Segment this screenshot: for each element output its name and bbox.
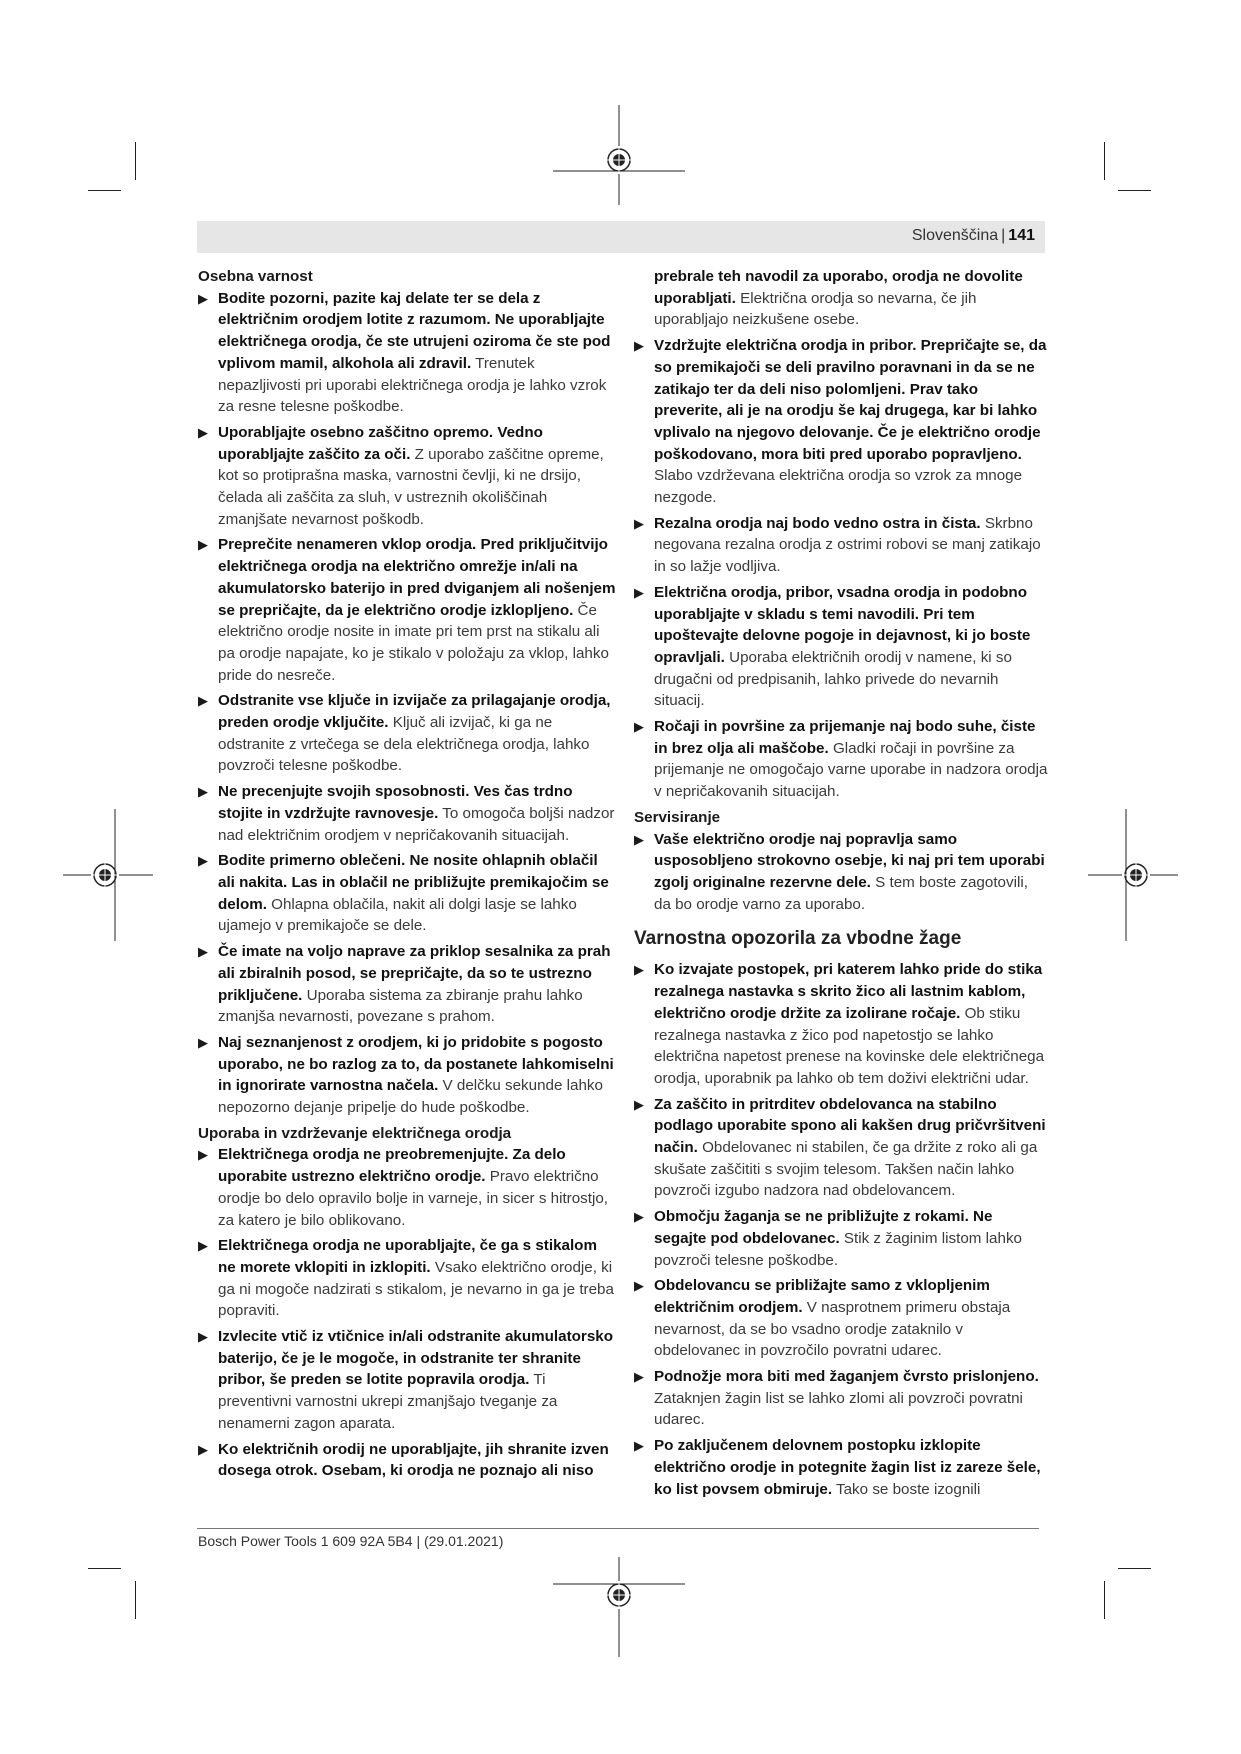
item-body-text: Vsako električno orodje, ki ga ni mogoče nadzirati s stikalom, je nevarno in ga je treba popraviti. — [218, 1258, 614, 1320]
bullet-triangle-icon: ▶ — [198, 944, 208, 960]
footer-rule — [197, 1528, 1039, 1529]
item-bold-text: Bodite primerno oblečeni. Ne nosite ohlapnih oblačil ali nakita. Las in oblačil ne približujte premikajočim se delom. — [218, 852, 609, 913]
item-body-text: S tem boste zagotovili, da bo orodje varno za uporabo. — [654, 873, 1028, 913]
item-bold-text: Ročaji in površine za prijemanje naj bodo suhe, čiste in brez olja ali maščobe. — [654, 718, 1036, 757]
item-body-text: Ohlapna oblačila, nakit ali dolgi lasje se lahko ujamejo v premikajoče se dele. — [218, 895, 577, 935]
list-item — [634, 959, 1048, 1089]
bullet-triangle-icon: ▶ — [198, 784, 208, 800]
item-body-text: To omogoča boljši nadzor nad električnim orodjem v nepričakovanih situacijah. — [218, 804, 615, 844]
list-item — [198, 1144, 618, 1231]
item-bold-text: Uporabljajte osebno zaščitno opremo. Vedno uporabljajte zaščito za oči. — [218, 423, 543, 463]
item-body-text: Uporaba električnih orodij v namene, ki so drugačni od predpisanih, lahko privede do nevarnih situacij. — [654, 648, 1012, 710]
item-bold-text: Za zaščito in pritrditev obdelovanca na stabilno podlago uporabite spono ali kakšen drug pričvršitveni način. — [654, 1095, 1046, 1157]
bullet-triangle-icon: ▶ — [634, 515, 644, 531]
list-item — [198, 941, 618, 1028]
bullet-triangle-icon: ▶ — [198, 1441, 208, 1457]
bullet-triangle-icon: ▶ — [198, 1238, 208, 1254]
list-item — [198, 534, 618, 686]
item-body-text: Pravo električno orodje bo delo opravilo bolje in varneje, in sicer s hitrostjo, za katero je bilo oblikovano. — [218, 1168, 609, 1229]
item-body-text: Ob stiku rezalnega nastavka z žico pod napetostjo se lahko električna napetost prenese na kovinske dele električnega orodja, uporabnik pa lahko ob tem doživi električni udar. — [654, 1004, 1045, 1087]
continuation-paragraph — [654, 266, 1048, 331]
item-bold-text: Rezalna orodja naj bodo vedno ostra in čista. — [654, 514, 981, 532]
item-body-text: Tako se boste izognili — [832, 1480, 981, 1498]
bullet-triangle-icon: ▶ — [634, 1096, 644, 1112]
list-item — [198, 1439, 618, 1482]
bullet-triangle-icon: ▶ — [634, 1209, 644, 1225]
list-item — [634, 829, 1048, 916]
item-bold-text: Podnožje mora biti med žaganjem čvrsto prislonjeno. — [654, 1368, 1039, 1386]
left-items-tool-use — [198, 1144, 618, 1482]
list-item — [198, 850, 618, 937]
registration-mark-left — [63, 809, 153, 941]
item-bold-text: Preprečite nenameren vklop orodja. Pred priključitvijo električnega orodja na električno omrežje in/ali na akumulatorsko baterijo in pred dviganjem ali nošenjem se prepričajte, da je električno orodje izklopljeno. — [218, 536, 616, 619]
list-item — [198, 1235, 618, 1322]
right-column — [634, 266, 1048, 1504]
bullet-triangle-icon: ▶ — [198, 290, 208, 306]
section-heading-personal-safety: Osebna varnost — [198, 268, 313, 285]
list-item — [634, 1275, 1048, 1362]
bullet-triangle-icon: ▶ — [634, 1369, 644, 1385]
crop-mark — [135, 142, 136, 180]
list-item — [634, 335, 1048, 509]
item-bold-text: Električnega orodja ne preobremenjujte. Za delo uporabite ustrezno električno orodje. — [218, 1146, 566, 1186]
left-items-personal-safety — [198, 288, 618, 1119]
item-bold-text: Po zaključenem delovnem postopku izklopite električno orodje in potegnite žagin list iz zareze šele, ko list povsem obmiruje. — [654, 1437, 1041, 1498]
item-bold-text: Območju žaganja se ne približujte z rokami. Ne segajte pod obdelovanec. — [654, 1208, 993, 1247]
list-item — [634, 582, 1048, 712]
crop-mark — [1118, 1568, 1151, 1569]
list-item — [634, 716, 1048, 803]
item-bold-text: Izvlecite vtič iz vtičnice in/ali odstranite akumulatorsko baterijo, če je le mogoče, in odstranite ter shranite pribor, še preden se lotite popravila orodja. — [218, 1328, 614, 1389]
item-body-text: Obdelovanec ni stabilen, če ga držite z roko ali ga skušate zaščititi s svojim telesom. Takšen način lahko povzroči izgubo nadzora nad obdelovancem. — [654, 1139, 1038, 1200]
crop-mark — [1104, 142, 1105, 180]
item-body-text: Skrbno negovana rezalna orodja z ostrimi robovi se manj zatikajo in so lažje vodljiva. — [654, 514, 1041, 576]
registration-mark-right — [1088, 809, 1178, 941]
list-item — [198, 288, 618, 418]
item-body-text: Trenutek nepazljivosti pri uporabi električnega orodja je lahko vzrok za resne telesne poškodbe. — [218, 354, 607, 416]
left-column — [198, 266, 618, 1486]
bullet-triangle-icon: ▶ — [634, 962, 644, 978]
list-item — [634, 1206, 1048, 1271]
item-bold-text: Vaše električno orodje naj popravlja samo usposobljeno strokovno osebje, ki naj pri tem uporabi zgolj originalne rezervne dele. — [654, 830, 1045, 891]
list-item — [634, 1435, 1048, 1500]
item-body-text: Slabo vzdrževana električna orodja so vzrok za mnoge nezgode. — [654, 467, 1023, 507]
item-bold-text: Ko izvajate postopek, pri katerem lahko pride do stika rezalnega nastavka s skrito žico ali lastnim kablom, električno orodje držite za izolirane ročaje. — [654, 961, 1043, 1022]
crop-mark — [135, 1581, 136, 1619]
list-item — [198, 690, 618, 777]
item-bold-text: Vzdržujte električna orodja in pribor. Prepričajte se, da so premikajoči se deli pravilno poravnani in da se ne zatikajo ter da deli niso polomljeni. Prav tako preverite, ali je na orodju še kaj drugega, kar bi lahko vplivalo na njegovo delovanje. Če je električno orodje poškodovano, mora biti pred uporabo popravljeno. — [654, 337, 1047, 463]
item-bold-text: Odstranite vse ključe in izvijače za prilagajanje orodja, preden orodje vključite. — [218, 692, 611, 732]
header-text: Slovenščina | 141 — [911, 227, 1035, 244]
bullet-triangle-icon: ▶ — [634, 831, 644, 847]
right-items-service — [634, 829, 1048, 916]
bullet-triangle-icon: ▶ — [198, 1329, 208, 1345]
bullet-triangle-icon: ▶ — [198, 1034, 208, 1050]
footer-text: Bosch Power Tools 1 609 92A 5B4 | (29.01.2021) — [198, 1533, 504, 1549]
item-body-text: Ključ ali izvijač, ki ga ne odstranite z vrtečega se dela električnega orodja, lahko povzroči telesne poškodbe. — [218, 714, 590, 775]
item-body-text: V nasprotnem primeru obstaja nevarnost, da se bo vsadno orodje zataknilo v obdelovanec in povzročilo povratni udarec. — [654, 1298, 1011, 1360]
crop-mark — [88, 190, 121, 191]
page-number: 141 — [1008, 227, 1035, 244]
item-bold-text: Električna orodja, pribor, vsadna orodja in podobno uporabljajte v skladu s temi navodili. Pri tem upoštevajte delovne pogoje in dejavnost, ki jo boste opravljali. — [654, 583, 1031, 666]
bullet-triangle-icon: ▶ — [198, 853, 208, 869]
list-item — [634, 513, 1048, 578]
header-language: Slovenščina — [911, 227, 999, 244]
item-body-text: Gladki ročaji in površine za prijemanje ne omogočajo varne uporabe in nadzora orodja v nepričakovanih situacijah. — [654, 739, 1048, 801]
list-item — [634, 1094, 1048, 1203]
continuation-text: Električna orodja so nevarna, če jih uporabljajo neizkušene osebe. — [654, 289, 977, 329]
section-heading-tool-use: Uporaba in vzdrževanje električnega orodja — [198, 1124, 512, 1142]
list-item — [198, 781, 618, 846]
item-body-text: Uporaba sistema za zbiranje prahu lahko zmanjša nevarnosti, povezane s prahom. — [218, 986, 583, 1026]
item-bold-text: Ko električnih orodij ne uporabljajte, jih shranite izven dosega otrok. Osebam, ki orodja ne poznajo ali niso — [218, 1440, 609, 1480]
section-heading-jigsaw: Varnostna opozorila za vbodne žage — [634, 928, 962, 950]
crop-mark — [1118, 190, 1151, 191]
section-heading-service: Servisiranje — [634, 808, 721, 826]
list-item — [198, 1326, 618, 1435]
bullet-triangle-icon: ▶ — [634, 1438, 644, 1454]
right-items-jigsaw — [634, 959, 1048, 1500]
item-body-text: Ti preventivni varnostni ukrepi zmanjšajo tveganje za nenamerni zagon aparata. — [218, 1371, 558, 1432]
item-body-text: Zataknjen žagin list se lahko zlomi ali povzroči povratni udarec. — [654, 1389, 1023, 1429]
item-bold-text: Bodite pozorni, pazite kaj delate ter se dela z električnim orodjem lotite z razumom. Ne uporabljajte električnega orodja, če ste utrujeni oziroma če ste pod vplivom mamil, alkohola ali zdravil. — [218, 289, 611, 372]
item-body-text: V delčku sekunde lahko nepozorno dejanje pripelje do hude poškodbe. — [218, 1077, 603, 1117]
item-bold-text: Ne precenjujte svojih sposobnosti. Ves čas trdno stojite in vzdržujte ravnovesje. — [218, 783, 573, 822]
crop-mark — [88, 1568, 121, 1569]
bullet-triangle-icon: ▶ — [198, 424, 208, 440]
item-bold-text: Če imate na voljo naprave za priklop sesalnika za prah ali zbiralnih posod, se prepričajte, da so te ustrezno priključene. — [218, 943, 611, 1004]
list-item — [634, 1366, 1048, 1431]
item-body-text: Če električno orodje nosite in imate pri tem prst na stikalu ali pa orodje napajate, ko je stikalo v položaju za vklop, lahko pride do nesreče. — [218, 601, 609, 684]
item-bold-text: Obdelovancu se približajte samo z vklopljenim električnim orodjem. — [654, 1277, 990, 1316]
registration-mark-top — [553, 105, 685, 205]
bullet-triangle-icon: ▶ — [634, 338, 644, 354]
list-item — [198, 422, 618, 531]
continuation-bold: prebrale teh navodil za uporabo, orodja ne dovolite uporabljati. — [654, 268, 1023, 307]
bullet-triangle-icon: ▶ — [634, 1278, 644, 1294]
registration-mark-bottom — [553, 1557, 685, 1657]
bullet-triangle-icon: ▶ — [198, 537, 208, 553]
right-items-maintenance — [634, 335, 1048, 803]
bullet-triangle-icon: ▶ — [198, 1147, 208, 1163]
bullet-triangle-icon: ▶ — [634, 719, 644, 735]
bullet-triangle-icon: ▶ — [198, 693, 208, 709]
crop-mark — [1104, 1581, 1105, 1619]
item-bold-text: Električnega orodja ne uporabljajte, če ga s stikalom ne morete vklopiti in izklopiti. — [218, 1237, 597, 1276]
bullet-triangle-icon: ▶ — [634, 584, 644, 600]
item-body-text: Z uporabo zaščitne opreme, kot so protiprašna maska, varnostni čevlji, ki ne drsijo, čelada ali zaščita za sluh, v ustreznih okoliščinah zmanjšate nevarnost poškodb. — [218, 445, 604, 528]
item-bold-text: Naj seznanjenost z orodjem, ki jo pridobite s pogosto uporabo, ne bo razlog za to, da postanete lahkomiselni in ignorirate varnostna načela. — [218, 1033, 614, 1095]
list-item — [198, 1032, 618, 1119]
item-body-text: Stik z žaginim listom lahko povzroči telesne poškodbe. — [654, 1229, 1022, 1269]
page-header — [197, 221, 1045, 253]
